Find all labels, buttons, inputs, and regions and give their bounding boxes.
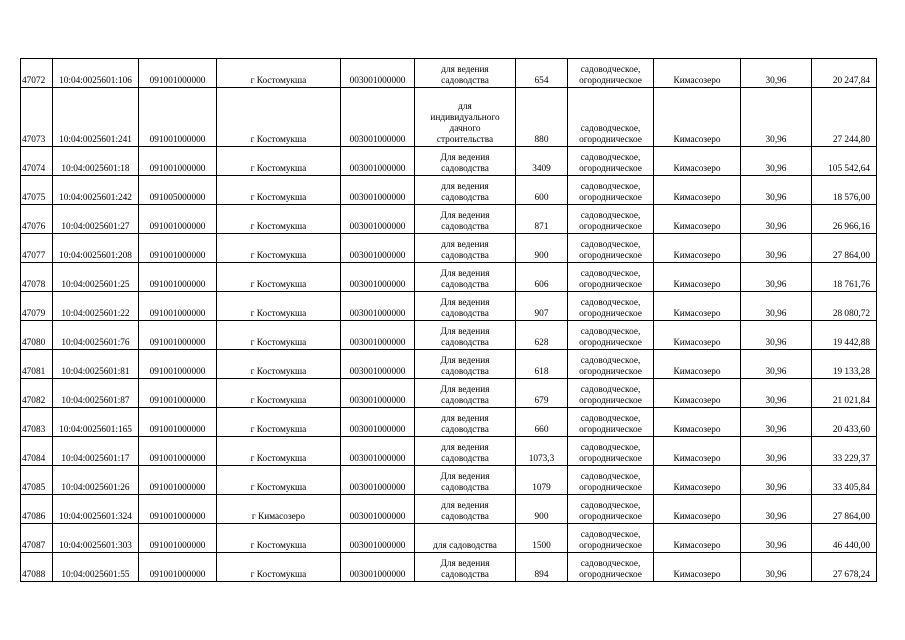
category-cell-line: огородническое [579,280,642,290]
cadastral-value-cell: 46 440,00 [812,524,877,553]
city-cell: г Костомукша [217,176,341,205]
permitted-use-cell-line: садоводства [441,222,489,232]
permitted-use-cell-line: для ведения [441,182,489,192]
location-cell: Кимасозеро [654,205,741,234]
permitted-use-cell-line: садоводства [441,454,489,464]
permitted-use-cell [415,321,516,350]
city-cell: г Костомукша [217,408,341,437]
area-cell: 618 [516,350,568,379]
oktmo-cell: 003001000000 [341,553,415,582]
rate-cell: 30,96 [741,350,812,379]
location-cell: Кимасозеро [654,147,741,176]
okato-cell: 091001000000 [139,524,217,553]
area-cell: 871 [516,205,568,234]
row-id-cell: 47081 [21,350,53,379]
cadastral-value-cell: 19 133,28 [812,350,877,379]
rate-cell: 30,96 [741,524,812,553]
table-row [21,350,877,379]
area-cell: 1500 [516,524,568,553]
row-id-cell: 47082 [21,379,53,408]
location-cell: Кимасозеро [654,88,741,147]
location-cell: Кимасозеро [654,176,741,205]
category-cell-line: огородническое [579,454,642,464]
category-cell-line: садоводческое, [580,240,641,250]
okato-cell: 091001000000 [139,350,217,379]
category-cell-line: огородническое [579,338,642,348]
okato-cell: 091001000000 [139,292,217,321]
cadastral-number-cell: 10:04:0025601:55 [53,553,139,582]
location-cell: Кимасозеро [654,553,741,582]
rate-cell: 30,96 [741,59,812,88]
row-id-cell: 47088 [21,553,53,582]
city-cell: г Костомукша [217,524,341,553]
category-cell-line: садоводческое, [580,327,641,337]
cadastral-number-cell: 10:04:0025601:303 [53,524,139,553]
cadastral-number-cell: 10:04:0025601:17 [53,437,139,466]
permitted-use-cell-line: садоводства [441,164,489,174]
table-row [21,234,877,263]
category-cell-line: огородническое [579,251,642,261]
permitted-use-cell [415,147,516,176]
category-cell [568,553,654,582]
okato-cell: 091001000000 [139,263,217,292]
rate-cell: 30,96 [741,408,812,437]
permitted-use-cell-line: Для ведения [440,298,490,308]
location-cell: Кимасозеро [654,379,741,408]
area-cell: 880 [516,88,568,147]
location-cell: Кимасозеро [654,408,741,437]
location-cell: Кимасозеро [654,321,741,350]
rate-cell: 30,96 [741,321,812,350]
cadastral-value-cell: 33 405,84 [812,466,877,495]
category-cell-line: садоводческое, [580,298,641,308]
permitted-use-cell [415,524,516,553]
category-cell-line: огородническое [579,541,642,551]
permitted-use-cell [415,205,516,234]
category-cell-line: садоводческое, [580,153,641,163]
category-cell-line: огородническое [579,512,642,522]
table-row [21,408,877,437]
category-cell-line: садоводческое, [580,501,641,511]
row-id-cell: 47072 [21,59,53,88]
category-cell-line: огородническое [579,222,642,232]
category-cell-line: садоводческое, [580,356,641,366]
rate-cell: 30,96 [741,437,812,466]
oktmo-cell: 003001000000 [341,466,415,495]
rate-cell: 30,96 [741,88,812,147]
permitted-use-cell-line: Для ведения [440,327,490,337]
table-row [21,292,877,321]
city-cell: г Костомукша [217,88,341,147]
category-cell [568,466,654,495]
okato-cell: 091001000000 [139,205,217,234]
category-cell-line: садоводческое, [580,124,641,134]
rate-cell: 30,96 [741,205,812,234]
permitted-use-cell [415,437,516,466]
cadastral-number-cell: 10:04:0025601:81 [53,350,139,379]
row-id-cell: 47078 [21,263,53,292]
table-body [21,59,877,582]
permitted-use-cell [415,234,516,263]
permitted-use-cell-line: садоводства [441,483,489,493]
city-cell: г Костомукша [217,263,341,292]
row-id-cell: 47080 [21,321,53,350]
permitted-use-cell [415,263,516,292]
okato-cell: 091001000000 [139,59,217,88]
category-cell-line: огородническое [579,193,642,203]
cadastral-value-cell: 27 864,00 [812,234,877,263]
category-cell-line: садоводческое, [580,182,641,192]
cadastral-value-cell: 27 244,80 [812,88,877,147]
permitted-use-cell-line: для ведения [441,501,489,511]
cadastral-number-cell: 10:04:0025601:324 [53,495,139,524]
area-cell: 900 [516,234,568,263]
permitted-use-cell-line: для ведения [441,414,489,424]
city-cell: г Костомукша [217,466,341,495]
category-cell [568,234,654,263]
category-cell [568,176,654,205]
category-cell [568,350,654,379]
location-cell: Кимасозеро [654,466,741,495]
city-cell: г Костомукша [217,205,341,234]
permitted-use-cell [415,350,516,379]
rate-cell: 30,96 [741,495,812,524]
row-id-cell: 47085 [21,466,53,495]
cadastral-value-cell: 20 433,60 [812,408,877,437]
area-cell: 894 [516,553,568,582]
row-id-cell: 47083 [21,408,53,437]
land-parcels-table [20,58,877,582]
permitted-use-cell-line: строительства [436,135,494,145]
permitted-use-cell-line: Для ведения [440,472,490,482]
city-cell: г Костомукша [217,321,341,350]
permitted-use-cell-line: индивидуального [430,113,500,123]
oktmo-cell: 003001000000 [341,408,415,437]
permitted-use-cell-line: для [458,102,472,112]
row-id-cell: 47073 [21,88,53,147]
permitted-use-cell-line: садоводства [441,425,489,435]
city-cell: г Костомукша [217,379,341,408]
city-cell: г Костомукша [217,147,341,176]
permitted-use-cell-line: садоводства [441,396,489,406]
rate-cell: 30,96 [741,466,812,495]
permitted-use-cell-line: садоводства [441,338,489,348]
oktmo-cell: 003001000000 [341,205,415,234]
category-cell [568,524,654,553]
table-row [21,147,877,176]
row-id-cell: 47074 [21,147,53,176]
permitted-use-cell [415,553,516,582]
row-id-cell: 47079 [21,292,53,321]
category-cell [568,292,654,321]
rate-cell: 30,96 [741,176,812,205]
cadastral-number-cell: 10:04:0025601:25 [53,263,139,292]
table-row [21,176,877,205]
permitted-use-cell-line: для садоводства [433,541,497,551]
okato-cell: 091001000000 [139,147,217,176]
permitted-use-cell-line: садоводства [441,251,489,261]
cadastral-value-cell: 18 761,76 [812,263,877,292]
okato-cell: 091001000000 [139,466,217,495]
cadastral-number-cell: 10:04:0025601:27 [53,205,139,234]
category-cell-line: садоводческое, [580,269,641,279]
area-cell: 907 [516,292,568,321]
oktmo-cell: 003001000000 [341,263,415,292]
table-row [21,379,877,408]
permitted-use-cell-line: дачного [449,124,481,134]
oktmo-cell: 003001000000 [341,437,415,466]
area-cell: 606 [516,263,568,292]
category-cell-line: огородническое [579,425,642,435]
rate-cell: 30,96 [741,379,812,408]
permitted-use-cell-line: садоводства [441,367,489,377]
cadastral-value-cell: 28 080,72 [812,292,877,321]
category-cell [568,59,654,88]
location-cell: Кимасозеро [654,59,741,88]
cadastral-value-cell: 19 442,88 [812,321,877,350]
table-row [21,553,877,582]
rate-cell: 30,96 [741,263,812,292]
oktmo-cell: 003001000000 [341,321,415,350]
category-cell [568,263,654,292]
category-cell [568,88,654,147]
rate-cell: 30,96 [741,147,812,176]
permitted-use-cell-line: садоводства [441,570,489,580]
cadastral-value-cell: 33 229,37 [812,437,877,466]
cadastral-number-cell: 10:04:0025601:106 [53,59,139,88]
category-cell-line: огородническое [579,483,642,493]
oktmo-cell: 003001000000 [341,379,415,408]
city-cell: г Костомукша [217,234,341,263]
permitted-use-cell [415,408,516,437]
permitted-use-cell-line: садоводства [441,193,489,203]
category-cell-line: огородническое [579,309,642,319]
oktmo-cell: 003001000000 [341,495,415,524]
area-cell: 654 [516,59,568,88]
city-cell: г Костомукша [217,350,341,379]
permitted-use-cell-line: садоводства [441,512,489,522]
rate-cell: 30,96 [741,234,812,263]
row-id-cell: 47075 [21,176,53,205]
cadastral-number-cell: 10:04:0025601:165 [53,408,139,437]
row-id-cell: 47086 [21,495,53,524]
permitted-use-cell [415,379,516,408]
permitted-use-cell-line: садоводства [441,76,489,86]
table-row [21,88,877,147]
permitted-use-cell-line: садоводства [441,280,489,290]
table-row [21,263,877,292]
oktmo-cell: 003001000000 [341,350,415,379]
category-cell-line: садоводческое, [580,472,641,482]
permitted-use-cell-line: для ведения [441,240,489,250]
table-row [21,524,877,553]
cadastral-number-cell: 10:04:0025601:26 [53,466,139,495]
permitted-use-cell-line: Для ведения [440,211,490,221]
table-row [21,495,877,524]
oktmo-cell: 003001000000 [341,524,415,553]
row-id-cell: 47084 [21,437,53,466]
okato-cell: 091001000000 [139,495,217,524]
oktmo-cell: 003001000000 [341,176,415,205]
okato-cell: 091001000000 [139,379,217,408]
oktmo-cell: 003001000000 [341,147,415,176]
area-cell: 600 [516,176,568,205]
okato-cell: 091001000000 [139,234,217,263]
category-cell-line: садоводческое, [580,211,641,221]
category-cell [568,495,654,524]
okato-cell: 091001000000 [139,408,217,437]
okato-cell: 091001000000 [139,88,217,147]
cadastral-number-cell: 10:04:0025601:22 [53,292,139,321]
area-cell: 679 [516,379,568,408]
permitted-use-cell [415,495,516,524]
category-cell-line: огородническое [579,135,642,145]
table-row [21,437,877,466]
permitted-use-cell [415,466,516,495]
permitted-use-cell [415,59,516,88]
cadastral-value-cell: 105 542,64 [812,147,877,176]
category-cell-line: огородническое [579,396,642,406]
oktmo-cell: 003001000000 [341,292,415,321]
category-cell [568,321,654,350]
area-cell: 628 [516,321,568,350]
permitted-use-cell-line: Для ведения [440,559,490,569]
category-cell [568,408,654,437]
permitted-use-cell [415,292,516,321]
cadastral-value-cell: 27 678,24 [812,553,877,582]
permitted-use-cell-line: для ведения [441,443,489,453]
okato-cell: 091001000000 [139,553,217,582]
location-cell: Кимасозеро [654,292,741,321]
row-id-cell: 47087 [21,524,53,553]
cadastral-number-cell: 10:04:0025601:242 [53,176,139,205]
row-id-cell: 47076 [21,205,53,234]
category-cell [568,205,654,234]
location-cell: Кимасозеро [654,524,741,553]
permitted-use-cell-line: Для ведения [440,385,490,395]
category-cell [568,147,654,176]
category-cell-line: садоводческое, [580,559,641,569]
category-cell-line: садоводческое, [580,443,641,453]
city-cell: г Костомукша [217,59,341,88]
cadastral-value-cell: 21 021,84 [812,379,877,408]
location-cell: Кимасозеро [654,437,741,466]
oktmo-cell: 003001000000 [341,88,415,147]
category-cell-line: огородническое [579,76,642,86]
area-cell: 660 [516,408,568,437]
cadastral-number-cell: 10:04:0025601:87 [53,379,139,408]
area-cell: 1079 [516,466,568,495]
city-cell: г Кимасозеро [217,495,341,524]
permitted-use-cell-line: Для ведения [440,269,490,279]
category-cell-line: огородническое [579,367,642,377]
rate-cell: 30,96 [741,292,812,321]
permitted-use-cell-line: садоводства [441,309,489,319]
location-cell: Кимасозеро [654,350,741,379]
location-cell: Кимасозеро [654,263,741,292]
oktmo-cell: 003001000000 [341,59,415,88]
category-cell-line: садоводческое, [580,385,641,395]
permitted-use-cell-line: для ведения [441,65,489,75]
row-id-cell: 47077 [21,234,53,263]
area-cell: 3409 [516,147,568,176]
table-row [21,59,877,88]
city-cell: г Костомукша [217,437,341,466]
cadastral-number-cell: 10:04:0025601:208 [53,234,139,263]
category-cell-line: огородническое [579,570,642,580]
permitted-use-cell-line: Для ведения [440,153,490,163]
permitted-use-cell [415,88,516,147]
cadastral-value-cell: 20 247,84 [812,59,877,88]
cadastral-number-cell: 10:04:0025601:18 [53,147,139,176]
okato-cell: 091005000000 [139,176,217,205]
location-cell: Кимасозеро [654,495,741,524]
category-cell-line: садоводческое, [580,414,641,424]
okato-cell: 091001000000 [139,321,217,350]
table-row [21,466,877,495]
city-cell: г Костомукша [217,292,341,321]
category-cell-line: садоводческое, [580,530,641,540]
category-cell-line: садоводческое, [580,65,641,75]
cadastral-number-cell: 10:04:0025601:76 [53,321,139,350]
cadastral-value-cell: 27 864,00 [812,495,877,524]
category-cell [568,437,654,466]
cadastral-value-cell: 26 966,16 [812,205,877,234]
permitted-use-cell-line: Для ведения [440,356,490,366]
okato-cell: 091001000000 [139,437,217,466]
city-cell: г Костомукша [217,553,341,582]
table-row [21,321,877,350]
permitted-use-cell [415,176,516,205]
area-cell: 1073,3 [516,437,568,466]
cadastral-number-cell: 10:04:0025601:241 [53,88,139,147]
category-cell-line: огородническое [579,164,642,174]
cadastral-value-cell: 18 576,00 [812,176,877,205]
location-cell: Кимасозеро [654,234,741,263]
table-row [21,205,877,234]
oktmo-cell: 003001000000 [341,234,415,263]
rate-cell: 30,96 [741,553,812,582]
category-cell [568,379,654,408]
area-cell: 900 [516,495,568,524]
